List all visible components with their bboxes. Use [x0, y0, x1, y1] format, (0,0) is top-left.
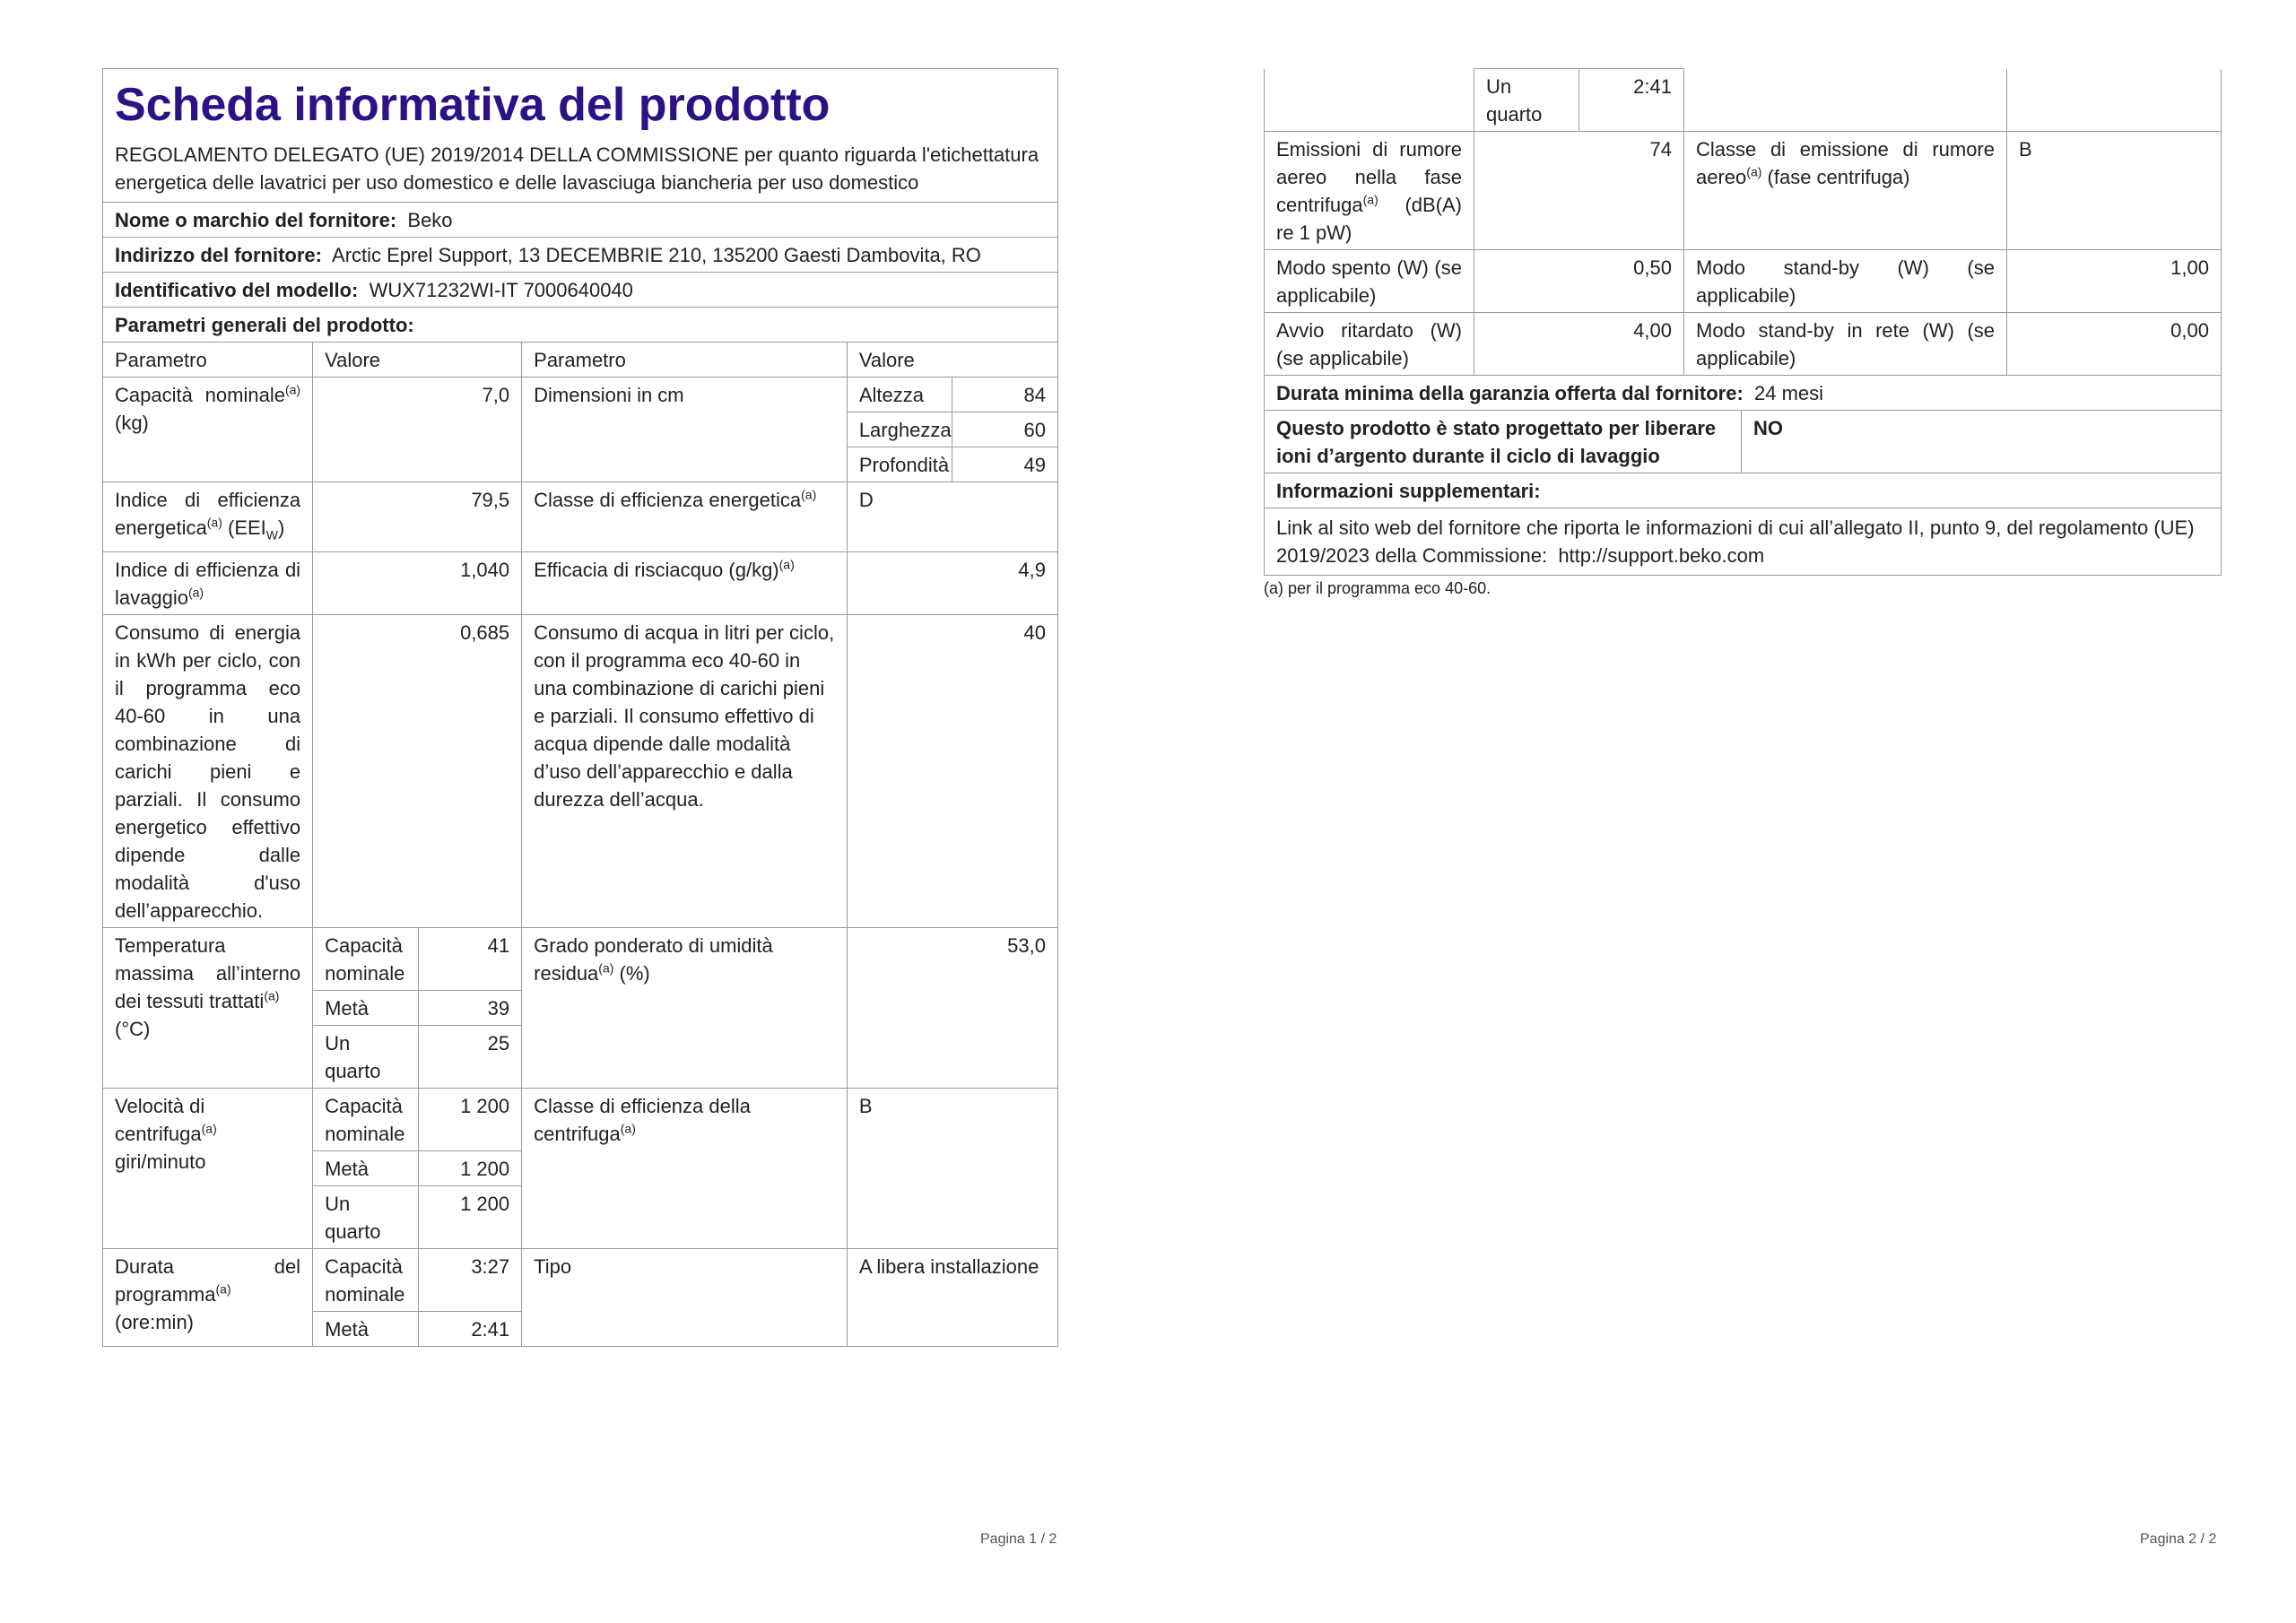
footnote-marker: (a) — [598, 961, 614, 976]
energy-consumption-label: Consumo di energia in kWh per ciclo, con il programma eco 40-60 in una combinazione di carichi pieni e parziali. Il consumo energetico effettivo dipende dalle modalità d'uso dell’apparecchio. — [103, 615, 313, 928]
additional-info-row — [1265, 473, 2222, 508]
product-info-table-continued — [1264, 68, 2222, 411]
blank-cell — [1684, 69, 2007, 132]
rinse-label: Efficacia di risciacquo (g/kg) — [534, 559, 779, 582]
footnote-marker: (a) — [801, 487, 817, 502]
duration-quarter-value: 2:41 — [1579, 69, 1684, 132]
load-half-label: Metà — [313, 1312, 419, 1347]
capacity-row — [103, 378, 1058, 412]
load-quarter-label: Un quarto — [313, 1186, 419, 1249]
load-quarter-label: Un quarto — [1474, 69, 1579, 132]
duration-unit: (ore:min) — [115, 1311, 195, 1334]
footnote-marker: (a) — [201, 1122, 217, 1137]
spin-class-label-cell — [522, 1089, 848, 1249]
consumption-row — [103, 615, 1058, 928]
energy-class-label-cell — [522, 482, 848, 552]
off-mode-label: Modo spento (W) (se applicabile) — [1265, 250, 1474, 313]
eei-subscript: W — [265, 527, 279, 542]
load-full-label: Capacità nominale — [313, 928, 419, 991]
eei-row — [103, 482, 1058, 552]
spin-speed-unit: giri/minuto — [115, 1150, 206, 1174]
spin-full-value: 1 200 — [418, 1089, 522, 1151]
blank-cell — [2007, 69, 2222, 132]
width-label: Larghezza — [847, 412, 952, 447]
capacity-value: 7,0 — [313, 378, 522, 482]
eei-unit: (EEI — [228, 516, 266, 539]
capacity-unit: (kg) — [115, 412, 149, 434]
page-number-2: Pagina 2 / 2 — [2140, 1532, 2217, 1547]
moisture-label: Grado ponderato di umidità residua — [534, 934, 773, 985]
footnote-marker: (a) — [215, 1282, 231, 1298]
noise-class-label: Classe di emissione di rumore aereo — [1696, 138, 1995, 188]
model-row — [103, 273, 1058, 308]
duration-full-row — [103, 1249, 1058, 1312]
energy-class-value: D — [847, 482, 1057, 552]
height-label: Altezza — [847, 378, 952, 412]
load-quarter-label: Un quarto — [313, 1026, 419, 1089]
page-1 — [102, 68, 1058, 1347]
network-standby-value: 0,00 — [2007, 313, 2222, 376]
duration-full-value: 3:27 — [418, 1249, 522, 1312]
footnote-marker: (a) — [778, 558, 795, 573]
footnote-marker: (a) — [1362, 192, 1378, 207]
silver-ions-table — [1264, 411, 2222, 576]
noise-class-label-cell — [1684, 132, 2007, 250]
product-info-table — [102, 202, 1058, 1347]
wash-index-label: Indice di efficienza di lavaggio — [115, 559, 301, 610]
supplier-address-label: Indirizzo del fornitore: — [115, 244, 322, 266]
wash-index-label-cell — [103, 552, 313, 615]
network-standby-label: Modo stand-by in rete (W) (se applicabile) — [1684, 313, 2007, 376]
footnote-marker: (a) — [620, 1122, 636, 1137]
spin-class-value: B — [847, 1089, 1057, 1249]
wash-index-row — [103, 552, 1058, 615]
spin-quarter-value: 1 200 — [418, 1186, 522, 1249]
silver-ions-label: Questo prodotto è stato progettato per liberare ioni d’argento durante il ciclo di lavaggio — [1265, 411, 1742, 473]
type-label: Tipo — [522, 1249, 848, 1347]
off-mode-row — [1265, 250, 2222, 313]
model-identifier: WUX71232WI-IT 7000640040 — [369, 279, 633, 301]
additional-info-label: Informazioni supplementari: — [1265, 473, 2222, 508]
supplier-name-row — [103, 203, 1058, 238]
footnote-marker: (a) — [206, 515, 222, 530]
duration-label: Durata del programma — [115, 1255, 301, 1306]
max-temp-unit: (°C) — [115, 1018, 151, 1041]
energy-class-label: Classe di efficienza energetica — [534, 489, 802, 511]
load-half-label: Metà — [313, 1151, 419, 1186]
energy-consumption-value: 0,685 — [313, 615, 522, 928]
eei-label: Indice di efficienza energetica — [115, 489, 301, 539]
header-param-2: Parametro — [522, 343, 848, 378]
supplier-address: Arctic Eprel Support, 13 DECEMBRIE 210, 135200 Gaesti Dambovita, RO — [332, 244, 981, 266]
supplier-address-row — [103, 238, 1058, 273]
spin-speed-label: Velocità di centrifuga — [115, 1095, 205, 1146]
duration-label-cell — [103, 1249, 313, 1347]
supplier-name: Beko — [407, 209, 453, 231]
max-temp-label: Temperatura massima all’interno dei tessuti trattati — [115, 934, 301, 1013]
spin-class-label: Classe di efficienza della centrifuga — [534, 1095, 751, 1146]
eei-label-cell: Indice di efficienza energetica$^{(a)}$ $(EEI_W)$ — [103, 482, 313, 552]
noise-row — [1265, 132, 2222, 250]
wash-index-value: 1,040 — [313, 552, 522, 615]
warranty-label: Durata minima della garanzia offerta dal fornitore: — [1276, 382, 1744, 404]
dimensions-label: Dimensioni in cm — [522, 378, 848, 482]
load-full-label: Capacità nominale — [313, 1249, 419, 1312]
duration-quarter-row — [1265, 69, 2222, 132]
type-value: A libera installazione — [847, 1249, 1057, 1347]
supplier-name-label: Nome o marchio del fornitore: — [115, 209, 397, 231]
width-value: 60 — [952, 412, 1058, 447]
water-consumption-value: 40 — [847, 615, 1057, 928]
footnote: (a) per il programma eco 40-60. — [1264, 579, 1492, 597]
page-2 — [1264, 68, 2221, 598]
regulation-text: REGOLAMENTO DELEGATO (UE) 2019/2014 DELLA COMMISSIONE per quanto riguarda l'etichettatura energetica delle lavatrici per uso domestico e delle lavasciuga biancheria per uso domestico — [115, 143, 1039, 194]
general-params-heading: Parametri generali del prodotto: — [103, 308, 1058, 343]
noise-class-unit: (fase centrifuga) — [1767, 166, 1910, 188]
delay-label: Avvio ritardato (W) (se applicabile) — [1265, 313, 1474, 376]
link-text: Link al sito web del fornitore che riporta le informazioni di cui all’allegato II, punto 9, del regolamento (UE) 2019/2023 della Commissione: — [1276, 516, 2195, 567]
depth-label: Profondità — [847, 447, 952, 482]
silver-ions-row — [1265, 411, 2222, 473]
temp-half-value: 39 — [418, 991, 522, 1026]
header-row — [103, 343, 1058, 378]
moisture-value: 53,0 — [847, 928, 1057, 1089]
page-number-1: Pagina 1 / 2 — [980, 1532, 1057, 1547]
footnote-marker: (a) — [187, 586, 204, 601]
silver-ions-value: NO — [1742, 411, 2222, 473]
eei-value: 79,5 — [313, 482, 522, 552]
noise-unit: (dB(A) re 1 pW) — [1276, 194, 1462, 244]
depth-value: 49 — [952, 447, 1058, 482]
temp-quarter-value: 25 — [418, 1026, 522, 1089]
water-consumption-label: Consumo di acqua in litri per ciclo, con il programma eco 40-60 in una combinazione di carichi pieni e parziali. Il consumo effettivo di acqua dipende dalle modalità d’uso dell’apparecchio e dalla durezza dell’acqua. — [522, 615, 848, 928]
temp-full-value: 41 — [418, 928, 522, 991]
support-link[interactable]: http://support.beko.com — [1558, 544, 1765, 567]
spin-speed-label-cell — [103, 1089, 313, 1249]
standby-value: 1,00 — [2007, 250, 2222, 313]
max-temp-label-cell — [103, 928, 313, 1089]
moisture-label-cell — [522, 928, 848, 1089]
link-row — [1265, 508, 2222, 576]
header-value-1: Valore — [313, 343, 522, 378]
capacity-label: Capacità nominale — [115, 384, 285, 406]
moisture-unit: (%) — [619, 962, 650, 985]
warranty-value: 24 mesi — [1754, 382, 1824, 404]
delay-value: 4,00 — [1474, 313, 1684, 376]
temp-full-row — [103, 928, 1058, 991]
standby-label: Modo stand-by (W) (se applicabile) — [1684, 250, 2007, 313]
delay-row — [1265, 313, 2222, 376]
noise-class-value: B — [2007, 132, 2222, 250]
footnote-marker: (a) — [264, 989, 280, 1004]
model-label: Identificativo del modello: — [115, 279, 359, 301]
footnote-marker: (a) — [1746, 164, 1762, 179]
load-half-label: Metà — [313, 991, 419, 1026]
title-box — [102, 68, 1058, 202]
general-params-row — [103, 308, 1058, 343]
noise-value: 74 — [1474, 132, 1684, 250]
rinse-label-cell — [522, 552, 848, 615]
warranty-row — [1265, 376, 2222, 411]
duration-half-value: 2:41 — [418, 1312, 522, 1347]
blank-cell — [1265, 69, 1474, 132]
spin-full-row — [103, 1089, 1058, 1151]
noise-label-cell — [1265, 132, 1474, 250]
off-mode-value: 0,50 — [1474, 250, 1684, 313]
noise-label: Emissioni di rumore aereo nella fase centrifuga — [1276, 138, 1462, 216]
rinse-value: 4,9 — [847, 552, 1057, 615]
height-value: 84 — [952, 378, 1058, 412]
load-full-label: Capacità nominale — [313, 1089, 419, 1151]
header-param-1: Parametro — [103, 343, 313, 378]
footnote-marker: (a) — [284, 382, 301, 397]
document-title: Scheda informativa del prodotto — [115, 79, 831, 131]
capacity-label-cell — [103, 378, 313, 482]
spin-half-value: 1 200 — [418, 1151, 522, 1186]
header-value-2: Valore — [847, 343, 1057, 378]
